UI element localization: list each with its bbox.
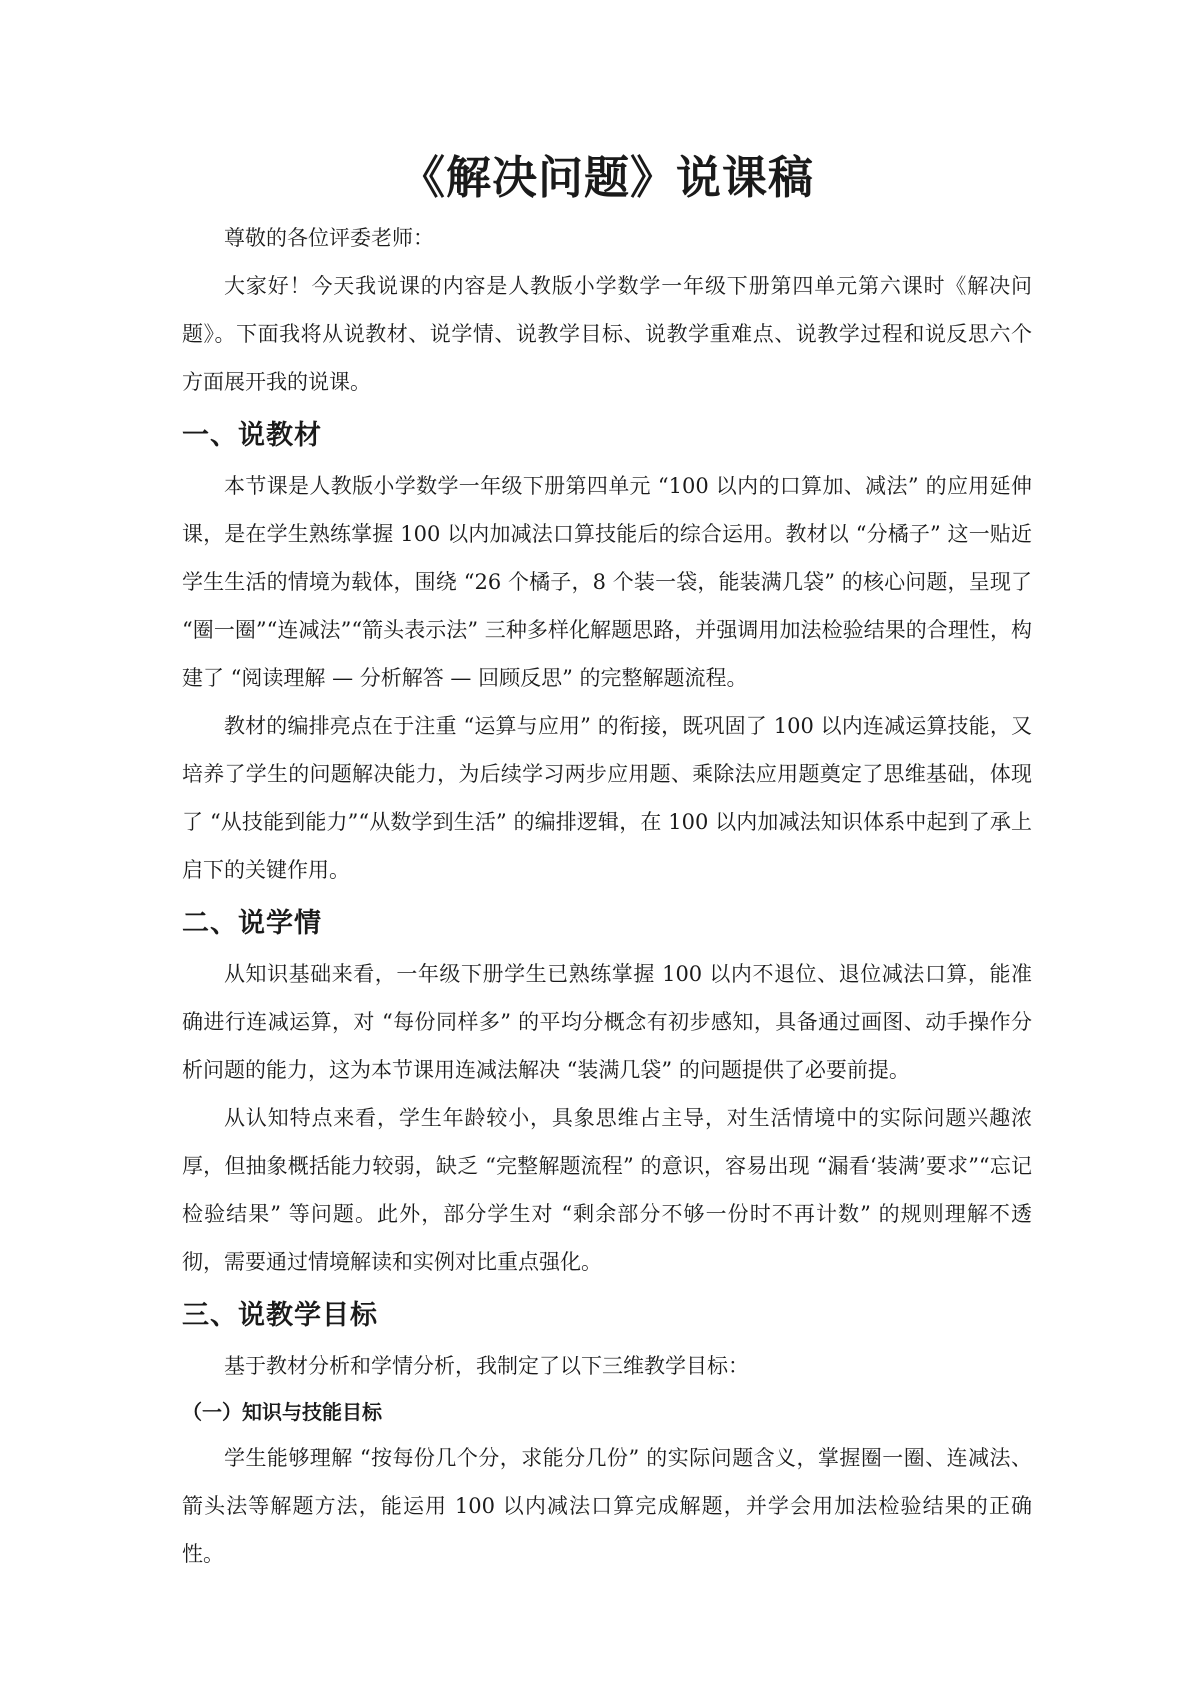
- section-paragraph: 本节课是人教版小学数学一年级下册第四单元 “100 以内的口算加、减法” 的应用延伸课，是在学生熟练掌握 100 以内加减法口算技能后的综合运用。教材以 “分橘子” 这一贴近学生生活的情境为载体，围绕 “26 个橘子，8 个装一袋，能装满几袋” 的核心问题，呈现了 “圈一圈”“连减法”“箭头表示法” 三种多样化解题思路，并强调用加法检验结果的合理性，构建了 “阅读理解 — 分析解答 — 回顾反思” 的完整解题流程。: [182, 474, 1032, 690]
- section-paragraph: 从认知特点来看，学生年龄较小，具象思维占主导，对生活情境中的实际问题兴趣浓厚，但抽象概括能力较弱，缺乏 “完整解题流程” 的意识，容易出现 “漏看‘装满’要求”“忘记检验结果” 等问题。此外，部分学生对 “剩余部分不够一份时不再计数” 的规则理解不透彻，需要通过情境解读和实例对比重点强化。: [182, 1106, 1032, 1274]
- section-paragraph: 从知识基础来看，一年级下册学生已熟练掌握 100 以内不退位、退位减法口算，能准确进行连减运算，对 “每份同样多” 的平均分概念有初步感知，具备通过画图、动手操作分析问题的能力，这为本节课用连减法解决 “装满几袋” 的问题提供了必要前提。: [182, 962, 1032, 1082]
- section-paragraph: 教材的编排亮点在于注重 “运算与应用” 的衔接，既巩固了 100 以内连减运算技能，又培养了学生的问题解决能力，为后续学习两步应用题、乘除法应用题奠定了思维基础，体现了 “从技能到能力”“从数学到生活” 的编排逻辑，在 100 以内加减法知识体系中起到了承上启下的关键作用。: [182, 714, 1032, 882]
- intro-paragraph: 大家好！今天我说课的内容是人教版小学数学一年级下册第四单元第六课时《解决问题》。下面我将从说教材、说学情、说教学目标、说教学重难点、说教学过程和说反思六个方面展开我的说课。: [182, 274, 1032, 394]
- section-student-analysis: [182, 902, 1032, 1286]
- subsection-heading: （一）知识与技能目标: [182, 1400, 382, 1424]
- section-teaching-goals: [182, 1294, 1032, 1578]
- subsection-paragraph: 学生能够理解 “按每份几个分，求能分几份” 的实际问题含义，掌握圈一圈、连减法、箭头法等解题方法，能运用 100 以内减法口算完成解题，并学会用加法检验结果的正确性。: [182, 1446, 1032, 1566]
- section-heading: 二、说学情: [182, 908, 322, 939]
- section-heading: 三、说教学目标: [182, 1300, 378, 1331]
- section-heading: 一、说教材: [182, 420, 322, 451]
- document-title: 《解决问题》说课稿: [399, 151, 814, 204]
- section-textbook: [182, 414, 1032, 894]
- section-paragraph: 基于教材分析和学情分析，我制定了以下三维教学目标：: [224, 1354, 749, 1378]
- greeting: 尊敬的各位评委老师：: [224, 226, 434, 250]
- document-page: [182, 150, 1032, 1578]
